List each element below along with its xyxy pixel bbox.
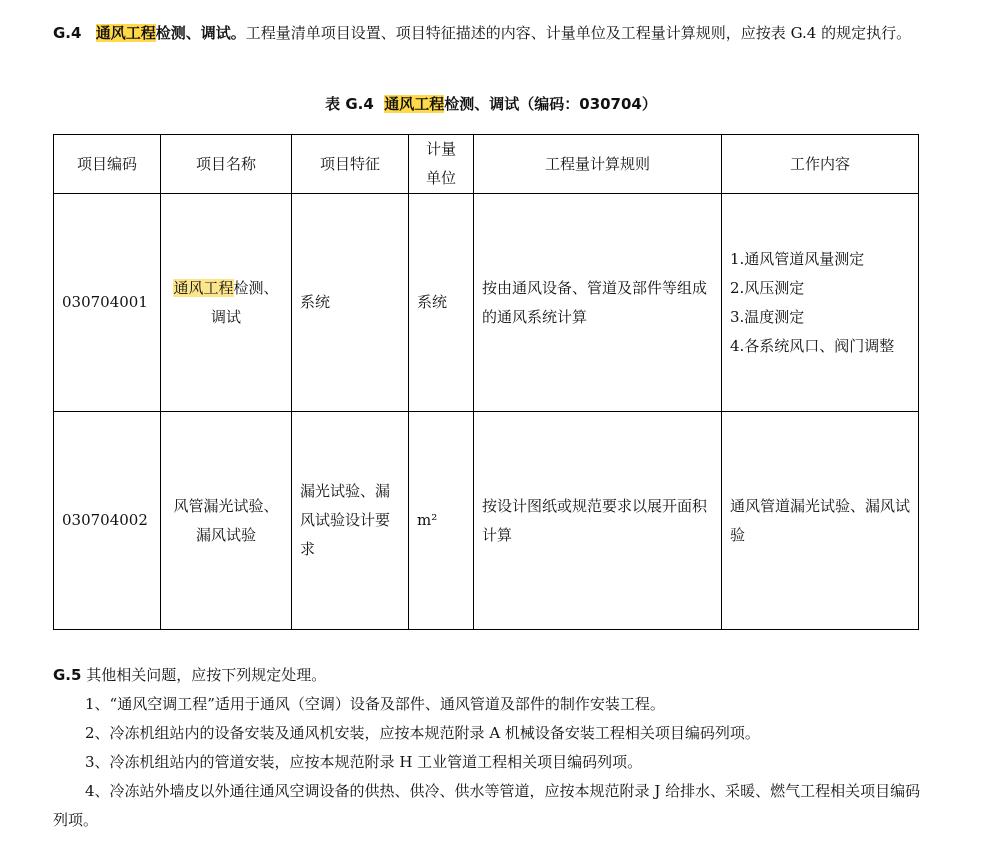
cell-name [161,194,292,412]
header-feature: 项目特征 [292,135,409,194]
table-row [54,194,919,412]
cell-code: 030704002 [54,412,161,630]
header-unit [409,135,474,194]
section-g4-title-highlight: 通风工程 [95,24,156,42]
cell-rule: 按由通风设备、管道及部件等组成的通风系统计算 [474,194,722,412]
section-g4-title-rest: 检测、调试。 [155,24,246,42]
header-work: 工作内容 [722,135,919,194]
cell-unit: 系统 [409,194,474,412]
table-row [54,412,919,630]
cell-name-highlight: 通风工程 [173,278,234,297]
spec-table [53,134,919,630]
header-code: 项目编码 [54,135,161,194]
section-g5-number: G.5 [53,666,82,684]
cell-rule: 按设计图纸或规范要求以展开面积计算 [474,412,722,630]
cell-work [722,194,919,412]
header-unit-line1: 计量 [425,140,456,158]
note-item: 4、冷冻站外墙皮以外通往通风空调设备的供热、供冷、供水等管道，应按本规范附录 J 给排水、采暖、燃气工程相关项目编码列项。 [53,782,921,829]
header-name: 项目名称 [161,135,292,194]
cell-feature: 系统 [292,194,409,412]
cell-feature: 漏光试验、漏风试验设计要求 [292,412,409,630]
header-unit-line2: 单位 [425,169,456,187]
section-g5-intro-text: 其他相关问题，应按下列规定处理。 [86,666,327,684]
cell-unit: m² [409,412,474,630]
note-item: 3、冷冻机组站内的管道安装，应按本规范附录 H 工业管道工程相关项目编码列项。 [85,753,643,771]
work-item: 1.通风管道风量测定 [730,249,865,268]
table-header-row [54,135,919,194]
note-item: 1、“通风空调工程”适用于通风（空调）设备及部件、通风管道及部件的制作安装工程。 [85,695,665,713]
work-item: 3.温度测定 [730,307,805,326]
table-caption-rest: 检测、调试（编码：030704） [444,95,657,113]
note-item: 2、冷冻机组站内的设备安装及通风机安装，应按本规范附录 A 机械设备安装工程相关项目编码列项。 [85,724,760,742]
cell-work: 通风管道漏光试验、漏风试验 [722,412,919,630]
section-g5-intro [53,661,923,690]
cell-code: 030704001 [54,194,161,412]
table-caption-highlight: 通风工程 [384,95,445,113]
cell-name: 风管漏光试验、漏风试验 [161,412,292,630]
header-rule: 工程量计算规则 [474,135,722,194]
table-caption-prefix: 表 G.4 [325,95,374,113]
section-g4-body: 工程量清单项目设置、项目特征描述的内容、计量单位及工程量计算规则，应按表 G.4 的规定执行。 [245,24,912,42]
work-item: 4.各系统风口、阀门调整 [730,336,895,355]
table-caption [0,93,982,114]
cell-name-rest: 检测、调试 [210,278,279,326]
section-g4-paragraph [53,19,923,48]
section-g4-number: G.4 [53,24,82,42]
work-item: 2.风压测定 [730,278,805,297]
